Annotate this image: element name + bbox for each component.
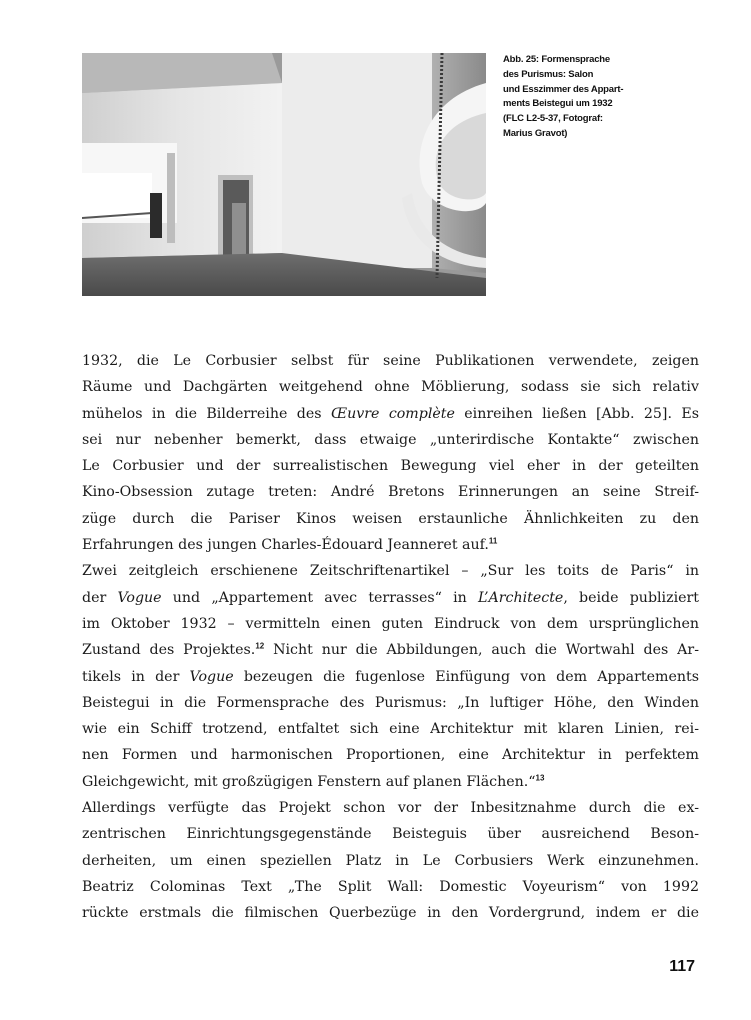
text-line: Le Corbusier und der surrealistischen Bewegung viel eher in der geteilten — [82, 458, 699, 475]
text-line: wie ein Schiff trotzend, entfaltet sich eine Architektur mit klaren Linien, rei- — [82, 721, 699, 738]
text-line: sei nur nebenher bemerkt, dass etwaige „unterirdische Kontakte“ zwischen — [82, 431, 699, 448]
italic-title: L’Architecte — [478, 589, 564, 606]
caption-line: und Esszimmer des Appart- — [503, 83, 624, 95]
caption-line: Abb. 25: Formensprache — [503, 54, 610, 65]
caption-line: ments Beistegui um 1932 — [503, 98, 613, 110]
caption-line: des Purismus: Salon — [503, 68, 594, 80]
body-text — [82, 348, 699, 927]
text-line: Beistegui in die Formensprache des Purismus: „In luftiger Höhe, den Winden — [82, 694, 699, 711]
footnote-marker: 13 — [535, 773, 545, 783]
footnote-marker: 11 — [488, 536, 498, 546]
text-line: Gleichgewicht, mit großzügigen Fenstern auf planen Flächen.“$^{13}$ — [82, 773, 545, 790]
text-line: derheiten, um einen speziellen Platz in Le Corbusiers Werk einzunehmen. — [82, 852, 699, 869]
text-line: der Vogue und „Appartement avec terrasses“ in L’Architecte, beide publiziert — [82, 589, 699, 606]
figure-photo-salon — [82, 53, 486, 296]
text-line: Allerdings verfügte das Projekt schon vor der Inbesitznahme durch die ex- — [82, 800, 699, 817]
text-line: mühelos in die Bilderreihe des Œuvre complète einreihen ließen [Abb. 25]. Es — [82, 405, 699, 422]
text-line: Kino-Obsession zutage treten: André Bretons Erinnerungen an seine Streif- — [82, 484, 699, 501]
text-line: Zwei zeitgleich erschienene Zeitschriftenartikel – „Sur les toits de Paris“ in — [82, 563, 699, 580]
text-line: nen Formen und harmonischen Proportionen, eine Architektur in perfektem — [82, 747, 699, 764]
figure-caption — [503, 53, 693, 142]
italic-title: Œuvre complète — [330, 405, 455, 422]
text-line: im Oktober 1932 – vermitteln einen guten Eindruck von dem ursprünglichen — [82, 615, 699, 632]
text-line: züge durch die Pariser Kinos weisen erstaunliche Ähnlichkeiten zu den — [82, 510, 699, 527]
text-line: Zustand des Projektes.$^{12}$ Nicht nur die Abbildungen, auch die Wortwahl des Ar- — [82, 641, 699, 659]
text-line: 1932, die Le Corbusier selbst für seine Publikationen verwendete, zeigen — [82, 353, 699, 369]
text-line: rückte erstmals die filmischen Querbezüge in den Vordergrund, indem er die — [82, 905, 699, 922]
text-line: tikels in der Vogue bezeugen die fugenlose Einfügung von dem Appartements — [82, 668, 699, 685]
text-line: Räume und Dachgärten weitgehend ohne Möblierung, sodass sie sich relativ — [82, 379, 699, 396]
caption-line: (FLC L2-5-37, Fotograf: — [503, 113, 603, 125]
page-number: 117 — [669, 958, 695, 975]
footnote-marker: 12 — [255, 641, 265, 651]
caption-line: Marius Gravot) — [503, 127, 568, 139]
salon-photograph — [82, 53, 486, 296]
italic-title: Vogue — [189, 668, 234, 685]
text-line: zentrischen Einrichtungsgegenstände Beisteguis über ausreichend Beson- — [82, 826, 699, 843]
text-line: Erfahrungen des jungen Charles-Édouard Jeanneret auf.$^{11}$ — [82, 536, 498, 554]
text-line: Beatriz Colominas Text „The Split Wall: Domestic Voyeurism“ von 1992 — [82, 878, 699, 895]
italic-title: Vogue — [117, 589, 162, 606]
